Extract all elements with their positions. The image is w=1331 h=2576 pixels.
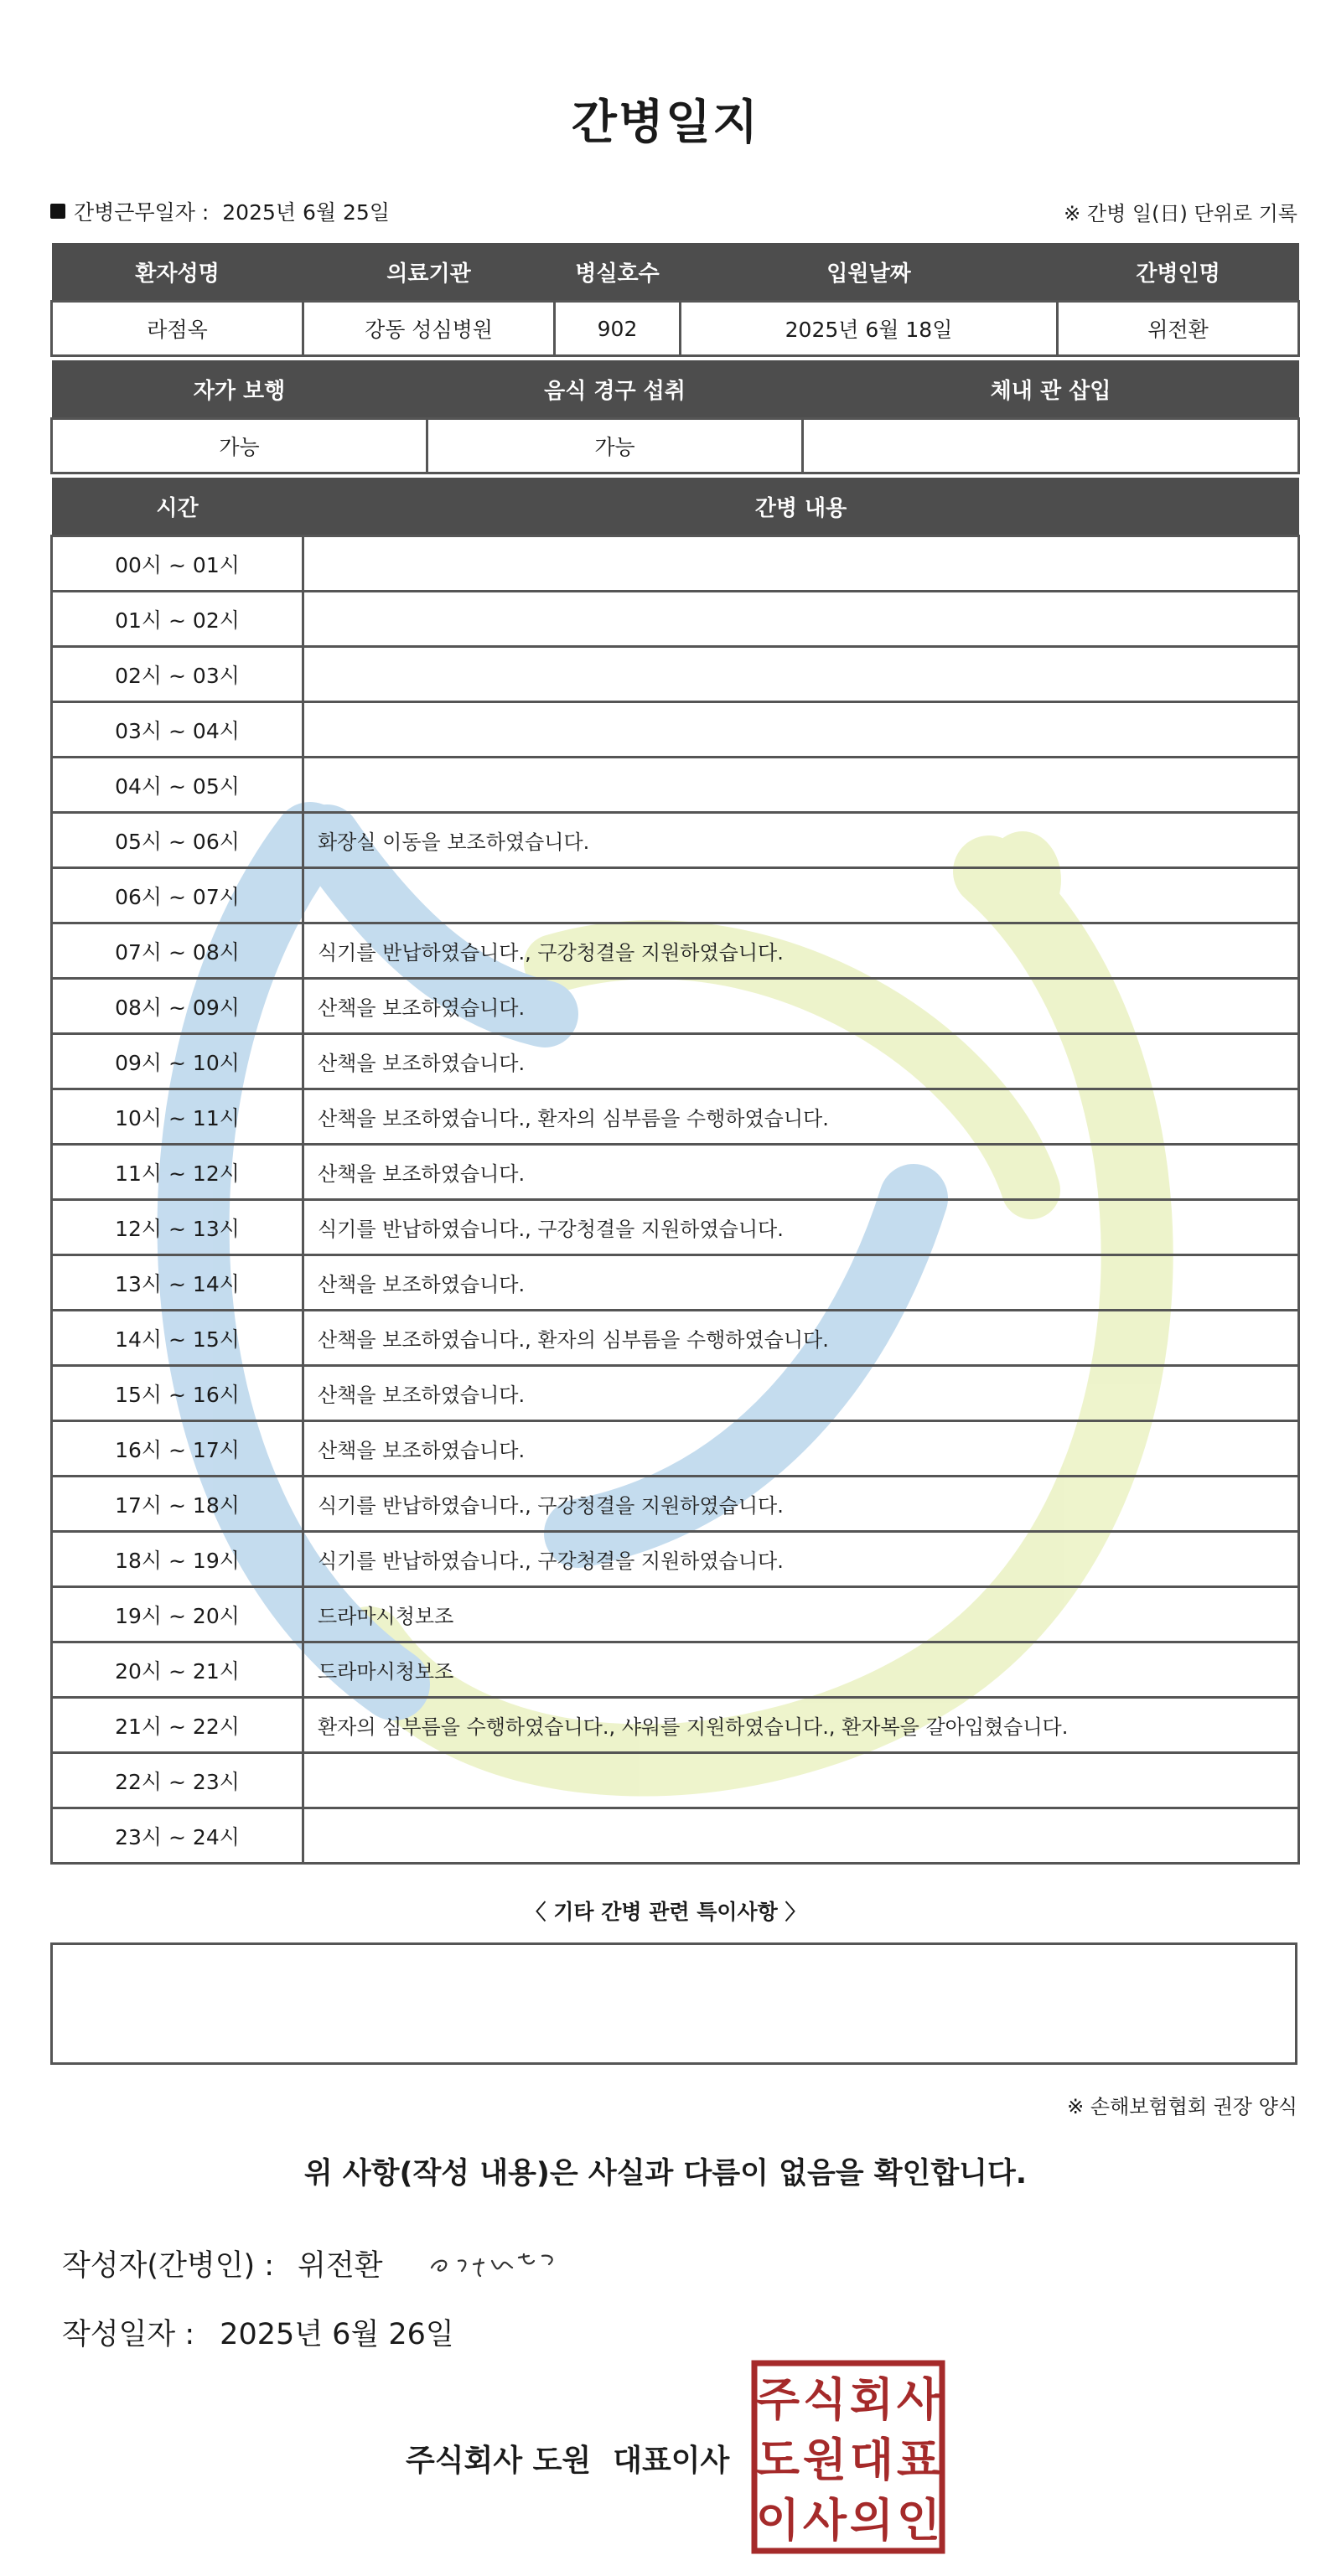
care-time-cell: 15시 ~ 16시 — [52, 1366, 303, 1421]
tube-insertion-value — [803, 419, 1299, 473]
care-time-cell: 18시 ~ 19시 — [52, 1532, 303, 1587]
care-time-cell: 10시 ~ 11시 — [52, 1089, 303, 1145]
patient-name: 라점옥 — [52, 302, 303, 356]
care-time-cell: 12시 ~ 13시 — [52, 1200, 303, 1255]
care-log-table — [50, 476, 1300, 1865]
care-log-row — [52, 813, 1299, 868]
care-content-cell — [303, 868, 1299, 923]
writer-label: 작성자(간병인) : — [62, 2249, 275, 2283]
care-log-row — [52, 1200, 1299, 1255]
care-log-row — [52, 1808, 1299, 1864]
care-log-row — [52, 1532, 1299, 1587]
care-time-cell: 09시 ~ 10시 — [52, 1034, 303, 1089]
care-content-cell — [303, 702, 1299, 758]
write-date-label: 작성일자 : — [62, 2318, 195, 2351]
svg-text:표: 표 — [896, 2434, 941, 2486]
care-log-row — [52, 1477, 1299, 1532]
notes-box — [50, 1942, 1297, 2065]
care-content-cell: 산책을 보조하였습니다. — [303, 1145, 1299, 1200]
care-header-row — [52, 477, 1299, 536]
care-content-cell: 식기를 반납하였습니다., 구강청결을 지원하였습니다. — [303, 1532, 1299, 1587]
work-date-label: 간병근무일자 : — [74, 200, 210, 225]
care-content-cell: 산책을 보조하였습니다. — [303, 979, 1299, 1034]
care-content-cell: 식기를 반납하였습니다., 구강청결을 지원하였습니다. — [303, 1477, 1299, 1532]
care-log-row — [52, 1587, 1299, 1642]
page-title: 간병일지 — [571, 96, 760, 150]
writer-name: 위전환 — [298, 2249, 383, 2283]
care-content-cell: 식기를 반납하였습니다., 구강청결을 지원하였습니다. — [303, 923, 1299, 979]
handwritten-signature — [425, 2242, 567, 2284]
care-log-row — [52, 1421, 1299, 1477]
header-room: 병실호수 — [555, 242, 681, 302]
care-log-row — [52, 1089, 1299, 1145]
header-self-walking: 자가 보행 — [52, 360, 427, 419]
care-time-cell: 22시 ~ 23시 — [52, 1753, 303, 1808]
work-date — [50, 196, 390, 226]
care-content-cell: 산책을 보조하였습니다. — [303, 1034, 1299, 1089]
header-hospital: 의료기관 — [303, 242, 555, 302]
caregiver-name: 위전환 — [1058, 302, 1299, 356]
header-oral-intake: 음식 경구 섭취 — [427, 360, 803, 419]
care-log-row — [52, 1034, 1299, 1089]
svg-text:회: 회 — [849, 2373, 894, 2426]
company-role: 대표이사 — [613, 2444, 730, 2478]
care-content-cell: 환자의 심부름을 수행하였습니다., 샤워를 지원하였습니다., 환자복을 갈아입혔습니다. — [303, 1698, 1299, 1753]
status-value-row — [52, 419, 1299, 473]
writer-line — [62, 2242, 567, 2284]
care-content-cell: 식기를 반납하였습니다., 구강청결을 지원하였습니다. — [303, 1200, 1299, 1255]
care-time-cell: 19시 ~ 20시 — [52, 1587, 303, 1642]
care-content-cell: 산책을 보조하였습니다. — [303, 1255, 1299, 1311]
bullet-square-icon — [50, 204, 65, 219]
care-content-cell: 화장실 이동을 보조하였습니다. — [303, 813, 1299, 868]
header-tube-insertion: 체내 관 삽입 — [803, 360, 1299, 419]
svg-text:사: 사 — [802, 2494, 847, 2547]
care-log-row — [52, 1366, 1299, 1421]
company-name: 주식회사 도원 — [406, 2444, 592, 2478]
care-log-row — [52, 536, 1299, 592]
care-content-cell: 산책을 보조하였습니다. — [303, 1421, 1299, 1477]
svg-text:원: 원 — [802, 2434, 847, 2486]
care-log-row — [52, 647, 1299, 702]
care-log-row — [52, 1753, 1299, 1808]
oral-intake-value: 가능 — [427, 419, 803, 473]
care-time-cell: 13시 ~ 14시 — [52, 1255, 303, 1311]
company-line — [406, 2437, 729, 2480]
care-log-row — [52, 1311, 1299, 1366]
svg-text:의: 의 — [849, 2494, 894, 2547]
care-content-cell: 드라마시청보조 — [303, 1642, 1299, 1698]
care-time-cell: 07시 ~ 08시 — [52, 923, 303, 979]
care-content-cell — [303, 758, 1299, 813]
svg-text:사: 사 — [896, 2373, 941, 2426]
care-log-row — [52, 592, 1299, 647]
self-walking-value: 가능 — [52, 419, 427, 473]
care-content-cell: 산책을 보조하였습니다., 환자의 심부름을 수행하였습니다. — [303, 1089, 1299, 1145]
care-log-row — [52, 923, 1299, 979]
care-log-body — [52, 536, 1299, 1864]
care-time-cell: 02시 ~ 03시 — [52, 647, 303, 702]
svg-text:도: 도 — [755, 2434, 800, 2486]
room-number: 902 — [555, 302, 681, 356]
company-seal-stamp — [751, 2360, 945, 2554]
header-time: 시간 — [52, 477, 303, 536]
care-time-cell: 11시 ~ 12시 — [52, 1145, 303, 1200]
svg-text:주: 주 — [755, 2373, 800, 2426]
svg-text:식: 식 — [802, 2373, 847, 2426]
work-date-row — [50, 196, 1297, 226]
care-time-cell: 20시 ~ 21시 — [52, 1642, 303, 1698]
svg-text:인: 인 — [896, 2494, 941, 2547]
header-care-content: 간병 내용 — [303, 477, 1299, 536]
patient-status-table — [50, 359, 1300, 474]
care-time-cell: 06시 ~ 07시 — [52, 868, 303, 923]
care-time-cell: 05시 ~ 06시 — [52, 813, 303, 868]
header-caregiver: 간병인명 — [1058, 242, 1299, 302]
patient-value-row — [52, 302, 1299, 356]
care-content-cell — [303, 592, 1299, 647]
care-content-cell: 산책을 보조하였습니다., 환자의 심부름을 수행하였습니다. — [303, 1311, 1299, 1366]
care-time-cell: 17시 ~ 18시 — [52, 1477, 303, 1532]
care-content-cell — [303, 1753, 1299, 1808]
care-time-cell: 21시 ~ 22시 — [52, 1698, 303, 1753]
care-time-cell: 00시 ~ 01시 — [52, 536, 303, 592]
recommend-note: ※ 손해보험협회 권장 양식 — [1067, 2095, 1297, 2118]
care-log-row — [52, 868, 1299, 923]
care-log-row — [52, 1255, 1299, 1311]
care-log-row — [52, 1642, 1299, 1698]
header-admission-date: 입원날짜 — [681, 242, 1058, 302]
care-content-cell — [303, 647, 1299, 702]
care-log-row — [52, 1145, 1299, 1200]
patient-info-table — [50, 241, 1300, 357]
care-time-cell: 16시 ~ 17시 — [52, 1421, 303, 1477]
care-content-cell — [303, 536, 1299, 592]
notes-title: 〈 기타 간병 관련 특이사항 〉 — [525, 1900, 806, 1924]
care-time-cell: 03시 ~ 04시 — [52, 702, 303, 758]
care-log-row — [52, 1698, 1299, 1753]
care-log-row — [52, 758, 1299, 813]
care-time-cell: 23시 ~ 24시 — [52, 1808, 303, 1864]
work-date-value: 2025년 6월 25일 — [222, 200, 390, 225]
care-content-cell — [303, 1808, 1299, 1864]
svg-text:이: 이 — [755, 2494, 800, 2547]
confirm-statement: 위 사항(작성 내용)은 사실과 다름이 없음을 확인합니다. — [303, 2157, 1028, 2191]
care-content-cell: 드라마시청보조 — [303, 1587, 1299, 1642]
patient-header-row — [52, 242, 1299, 302]
status-header-row — [52, 360, 1299, 419]
svg-text:대: 대 — [849, 2434, 894, 2486]
header-patient-name: 환자성명 — [52, 242, 303, 302]
write-date-value: 2025년 6월 26일 — [220, 2318, 454, 2351]
care-time-cell: 08시 ~ 09시 — [52, 979, 303, 1034]
care-log-row — [52, 979, 1299, 1034]
hospital-name: 강동 성심병원 — [303, 302, 555, 356]
unit-note: ※ 간병 일(日) 단위로 기록 — [1064, 201, 1297, 225]
write-date-line — [62, 2311, 454, 2353]
care-time-cell: 04시 ~ 05시 — [52, 758, 303, 813]
care-time-cell: 14시 ~ 15시 — [52, 1311, 303, 1366]
care-content-cell: 산책을 보조하였습니다. — [303, 1366, 1299, 1421]
admission-date: 2025년 6월 18일 — [681, 302, 1058, 356]
care-log-row — [52, 702, 1299, 758]
care-time-cell: 01시 ~ 02시 — [52, 592, 303, 647]
